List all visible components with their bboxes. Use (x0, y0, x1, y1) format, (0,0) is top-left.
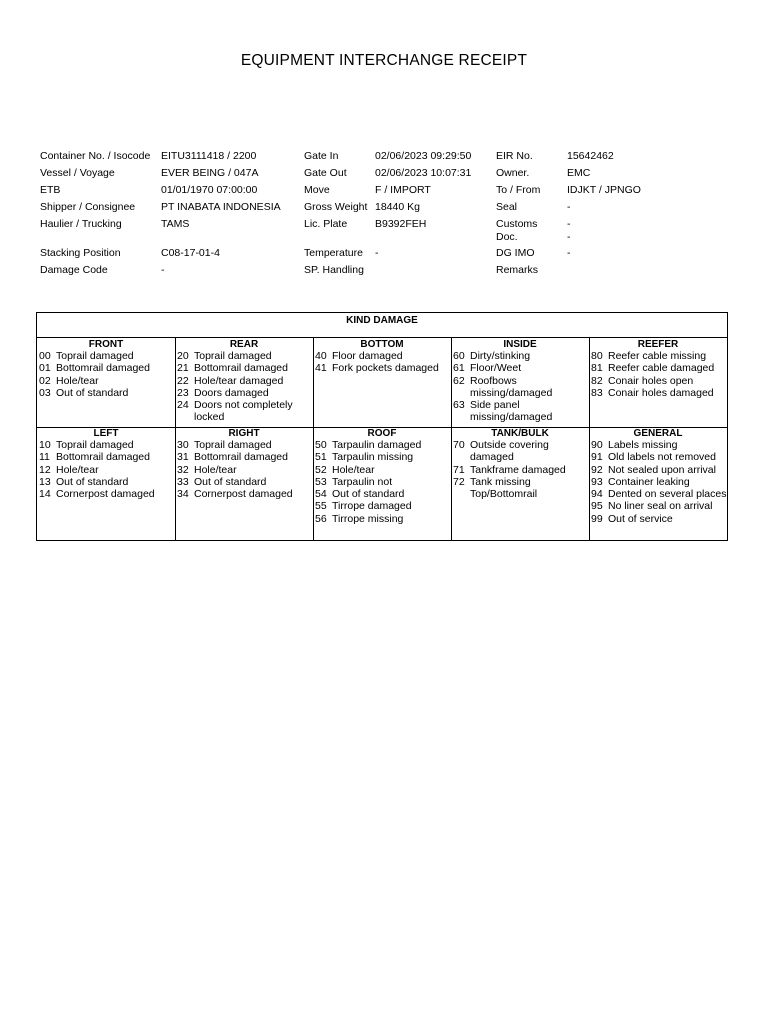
damage-group-general (589, 427, 727, 540)
damage-item (175, 439, 313, 451)
damage-item (175, 488, 313, 500)
damage-group-heading: ROOF (367, 428, 397, 439)
damage-description: Out of standard (56, 475, 129, 488)
damage-description: Old labels not removed (608, 451, 716, 464)
damage-code: 53 (315, 475, 327, 488)
stacking-position-value: C08-17-01-4 (161, 247, 220, 259)
damage-code: 03 (39, 386, 51, 399)
damage-code: 14 (39, 488, 51, 501)
damage-description: Cornerpost damaged (56, 488, 155, 501)
column-divider (451, 338, 452, 540)
damage-code: 62 (453, 374, 465, 387)
move-label: Move (304, 184, 330, 196)
damage-description: Tank missing Top/Bottomrail (470, 475, 538, 501)
damage-description: Tirrope missing (332, 512, 404, 525)
damage-code: 93 (591, 475, 603, 488)
damage-item (313, 451, 451, 463)
damage-group-heading: RIGHT (228, 428, 260, 439)
damage-item (313, 350, 451, 362)
damage-item (175, 476, 313, 488)
damage-description: Hole/tear (56, 374, 99, 387)
vessel-voyage-label: Vessel / Voyage (40, 167, 115, 179)
damage-group-inside (451, 338, 589, 427)
damage-item (37, 476, 175, 488)
damage-item (451, 476, 589, 501)
damage-description: Hole/tear (194, 463, 237, 476)
damage-code: 20 (177, 350, 189, 362)
damage-item (175, 399, 313, 424)
damage-code: 24 (177, 399, 189, 412)
damage-group-heading: TANK/BULK (491, 428, 549, 439)
damage-description: Cornerpost damaged (194, 488, 293, 501)
column-divider (589, 338, 590, 540)
to-from-value: IDJKT / JPNGO (567, 184, 641, 196)
damage-description: No liner seal on arrival (608, 500, 713, 513)
damage-code: 63 (453, 399, 465, 412)
damage-code: 52 (315, 463, 327, 476)
gate-in-label: Gate In (304, 150, 339, 162)
damage-description: Out of standard (56, 386, 129, 399)
damage-item (37, 451, 175, 463)
damage-item (589, 439, 727, 451)
remarks-label: Remarks (496, 264, 539, 276)
damage-code: 12 (39, 463, 51, 476)
haulier-label: Haulier / Trucking (40, 218, 122, 230)
damage-item (175, 451, 313, 463)
etb-value: 01/01/1970 07:00:00 (161, 184, 258, 196)
damage-item (589, 500, 727, 512)
damage-description: Side panel missing/damaged (470, 399, 553, 424)
column-divider (175, 338, 176, 540)
damage-description: Tarpaulin not (332, 475, 393, 488)
damage-description: Doors not completely locked (194, 399, 293, 424)
damage-code: 22 (177, 374, 189, 387)
damage-code: 82 (591, 374, 603, 387)
damage-code: 51 (315, 451, 327, 464)
damage-description: Conair holes damaged (608, 386, 714, 399)
damage-code: 41 (315, 362, 327, 375)
sp-handling-label: SP. Handling (304, 264, 364, 276)
damage-description: Toprail damaged (194, 439, 272, 451)
damage-code: 00 (39, 350, 51, 362)
damage-description: Not sealed upon arrival (608, 463, 716, 476)
damage-item (589, 488, 727, 500)
damage-code: 11 (39, 451, 50, 464)
gross-weight-value: 18440 Kg (375, 201, 420, 213)
damage-description: Hole/tear (56, 463, 99, 476)
damage-code: 01 (39, 362, 51, 375)
damage-description: Bottomrail damaged (194, 362, 288, 375)
damage-code: 50 (315, 439, 327, 451)
damage-group-heading: INSIDE (503, 339, 537, 350)
damage-description: Tirrope damaged (332, 500, 412, 513)
damage-description: Doors damaged (194, 386, 269, 399)
damage-description: Dented on several places (608, 488, 727, 501)
damage-code: 02 (39, 374, 51, 387)
damage-description: Tankframe damaged (470, 463, 566, 476)
damage-item (37, 375, 175, 387)
dg-imo-label: DG IMO (496, 247, 535, 259)
lic-plate-value: B9392FEH (375, 218, 427, 230)
damage-code: 60 (453, 350, 465, 362)
damage-item (37, 350, 175, 362)
damage-description: Bottomrail damaged (56, 362, 150, 375)
shipper-label: Shipper / Consignee (40, 201, 136, 213)
damage-item (313, 464, 451, 476)
damage-group-heading: LEFT (93, 428, 119, 439)
seal-label: Seal (496, 201, 518, 213)
gate-in-value: 02/06/2023 09:29:50 (375, 150, 472, 162)
damage-item (313, 362, 451, 374)
damage-description: Labels missing (608, 439, 678, 451)
customs-doc-value: - (567, 218, 571, 230)
damage-description: Tarpaulin missing (332, 451, 414, 464)
damage-code: 32 (177, 463, 189, 476)
damage-item (313, 500, 451, 512)
gate-out-label: Gate Out (304, 167, 347, 179)
seal-value: - (567, 201, 571, 213)
vessel-voyage-value: EVER BEING / 047A (161, 167, 259, 179)
damage-item (313, 488, 451, 500)
damage-item (313, 439, 451, 451)
move-value: F / IMPORT (375, 184, 431, 196)
damage-item (175, 375, 313, 387)
damage-code: 40 (315, 350, 327, 362)
damage-item (37, 464, 175, 476)
damage-item (37, 439, 175, 451)
damage-description: Roofbows missing/damaged (470, 374, 553, 399)
damage-item (451, 439, 589, 464)
shipper-value: PT INABATA INDONESIA (161, 201, 281, 213)
damage-item (451, 464, 589, 476)
damage-description: Toprail damaged (56, 439, 134, 451)
row-divider (37, 427, 727, 428)
damage-item (451, 399, 589, 424)
damage-description: Reefer cable damaged (608, 362, 715, 375)
temperature-value: - (375, 247, 379, 259)
customs-doc-value-2: - (567, 231, 571, 243)
damage-code: 99 (591, 512, 603, 525)
damage-item (589, 513, 727, 525)
damage-description: Dirty/stinking (470, 350, 531, 362)
damage-item (175, 350, 313, 362)
damage-description: Bottomrail damaged (56, 451, 150, 464)
damage-item (175, 464, 313, 476)
customs-doc-label: Customs (496, 218, 538, 230)
kind-damage-table (36, 312, 728, 541)
damage-code: 90 (591, 439, 603, 451)
damage-code: 71 (453, 463, 465, 476)
damage-group-rear (175, 338, 313, 427)
damage-item (37, 362, 175, 374)
damage-code: 13 (39, 475, 51, 488)
damage-group-heading: GENERAL (633, 428, 683, 439)
damage-code: 31 (177, 451, 189, 464)
damage-code: 92 (591, 463, 603, 476)
damage-item (175, 387, 313, 399)
gate-out-value: 02/06/2023 10:07:31 (375, 167, 472, 179)
container-no-label: Container No. / Isocode (40, 150, 151, 162)
damage-description: Floor/Weet (470, 362, 522, 375)
damage-code: 30 (177, 439, 189, 451)
damage-group-roof (313, 427, 451, 540)
damage-code: 91 (591, 451, 603, 464)
temperature-label: Temperature (304, 247, 363, 259)
damage-item (175, 362, 313, 374)
eir-no-value: 15642462 (567, 150, 614, 162)
eir-no-label: EIR No. (496, 150, 533, 162)
damage-description: Out of standard (332, 488, 405, 501)
damage-description: Bottomrail damaged (194, 451, 288, 464)
damage-item (451, 375, 589, 400)
damage-item (37, 387, 175, 399)
damage-description: Reefer cable missing (608, 350, 707, 362)
damage-description: Tarpaulin damaged (332, 439, 422, 451)
damage-item (589, 375, 727, 387)
damage-group-tank-bulk (451, 427, 589, 540)
damage-item (37, 488, 175, 500)
damage-item (313, 513, 451, 525)
owner-value: EMC (567, 167, 591, 179)
damage-group-right (175, 427, 313, 540)
etb-label: ETB (40, 184, 61, 196)
damage-description: Conair holes open (608, 374, 694, 387)
damage-code: 72 (453, 475, 465, 488)
damage-code: 61 (453, 362, 465, 375)
damage-description: Toprail damaged (194, 350, 272, 362)
damage-group-heading: REEFER (637, 339, 679, 350)
damage-item (589, 362, 727, 374)
damage-item (589, 350, 727, 362)
damage-item (589, 476, 727, 488)
to-from-label: To / From (496, 184, 541, 196)
dg-imo-value: - (567, 247, 571, 259)
damage-code: 56 (315, 512, 327, 525)
damage-code-label: Damage Code (40, 264, 108, 276)
damage-code: 21 (177, 362, 189, 375)
damage-group-reefer (589, 338, 727, 427)
damage-group-left (37, 427, 175, 540)
damage-description: Out of service (608, 512, 673, 525)
damage-item (451, 362, 589, 374)
damage-code: 70 (453, 439, 465, 451)
page-title: EQUIPMENT INTERCHANGE RECEIPT (240, 52, 528, 69)
damage-code: 94 (591, 488, 603, 501)
damage-code: 33 (177, 475, 189, 488)
damage-group-heading: BOTTOM (360, 339, 404, 350)
damage-description: Container leaking (608, 475, 690, 488)
damage-item (451, 350, 589, 362)
haulier-value: TAMS (161, 218, 190, 230)
damage-code: 10 (39, 439, 51, 451)
customs-doc-label-2: Doc. (496, 231, 518, 243)
damage-item (589, 451, 727, 463)
damage-description: Fork pockets damaged (332, 362, 439, 375)
owner-label: Owner. (496, 167, 530, 179)
damage-description: Toprail damaged (56, 350, 134, 362)
column-divider (313, 338, 314, 540)
damage-code: 80 (591, 350, 603, 362)
stacking-position-label: Stacking Position (40, 247, 121, 259)
damage-item (589, 387, 727, 399)
damage-code: 54 (315, 488, 327, 501)
damage-group-front (37, 338, 175, 427)
damage-code-value: - (161, 264, 165, 276)
damage-item (313, 476, 451, 488)
damage-code: 34 (177, 488, 189, 501)
container-no-value: EITU3111418 / 2200 (161, 150, 257, 162)
damage-description: Outside covering damaged (470, 439, 549, 464)
damage-group-bottom (313, 338, 451, 427)
damage-item (589, 464, 727, 476)
damage-group-heading: REAR (229, 339, 259, 350)
damage-code: 83 (591, 386, 603, 399)
damage-description: Floor damaged (332, 350, 403, 362)
gross-weight-label: Gross Weight (304, 201, 368, 213)
damage-description: Out of standard (194, 475, 267, 488)
damage-group-heading: FRONT (88, 339, 124, 350)
lic-plate-label: Lic. Plate (304, 218, 348, 230)
damage-code: 23 (177, 386, 189, 399)
damage-description: Hole/tear damaged (194, 374, 284, 387)
kind-damage-title: KIND DAMAGE (37, 313, 727, 338)
damage-code: 95 (591, 500, 603, 513)
damage-code: 81 (591, 362, 603, 375)
damage-code: 55 (315, 500, 327, 513)
damage-description: Hole/tear (332, 463, 375, 476)
